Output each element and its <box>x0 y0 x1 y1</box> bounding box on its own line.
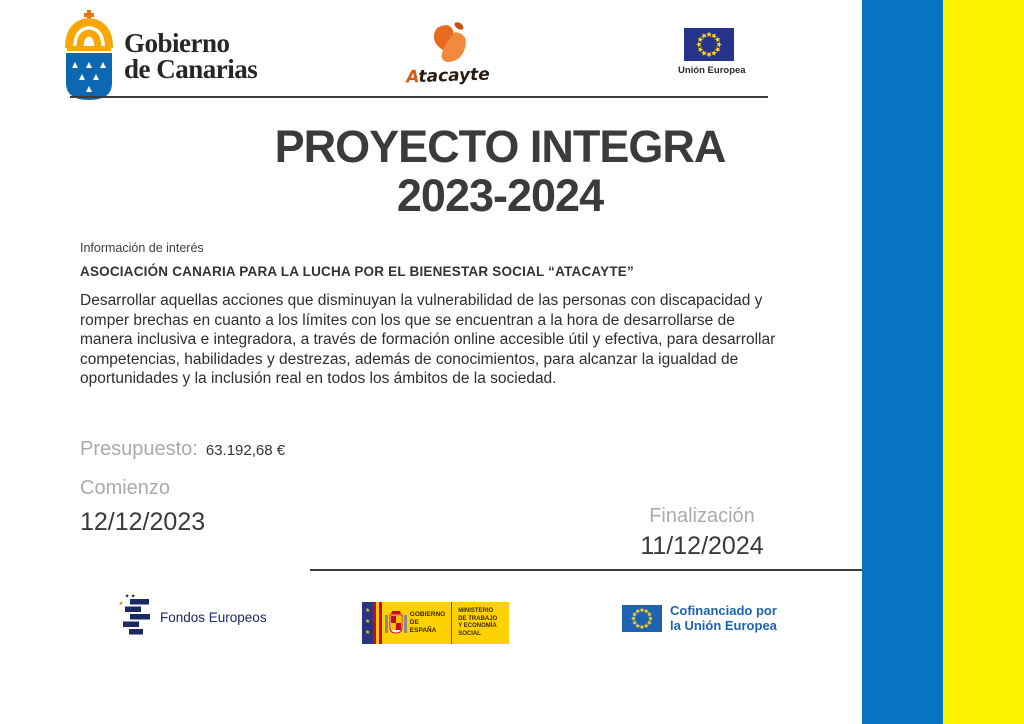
atacayte-fruit-icon <box>419 18 477 68</box>
spain-eu-strip-icon: ★ ★ ★ <box>362 602 373 644</box>
atacayte-logo <box>398 18 498 86</box>
cofinance-label <box>670 603 777 633</box>
budget-value: 63.192,68 € <box>205 442 286 459</box>
spain-ministry-line2: DE TRABAJO <box>458 615 498 622</box>
eu-flag-label: Unión Europea <box>678 65 746 76</box>
canarias-crown-shield-icon <box>62 8 116 100</box>
header-divider-line <box>70 96 768 98</box>
canarias-wordmark-line2: de Canarias <box>124 54 258 84</box>
spain-flag-stripes-icon <box>373 602 383 644</box>
footer-divider-line <box>310 569 862 571</box>
spain-gov-text <box>410 602 452 644</box>
eu-flag-block <box>678 28 746 76</box>
cofinance-eu-flag-icon <box>622 605 662 632</box>
page-title <box>80 122 920 220</box>
spain-ministry-text <box>452 602 509 644</box>
page-title-line2: 2023-2024 <box>396 170 604 221</box>
budget-row <box>80 438 285 461</box>
fondos-europeos-icon <box>116 594 154 640</box>
fondos-europeos-logo <box>116 594 267 640</box>
atacayte-rest: tacayte <box>418 64 491 88</box>
page-title-line1: PROYECTO INTEGRA <box>274 121 726 172</box>
right-stripe-blue <box>862 0 943 724</box>
spain-ministry-line1: MINISTERIO <box>458 608 494 614</box>
end-label: Finalización <box>649 505 755 527</box>
spain-government-logo <box>362 602 509 644</box>
spain-coat-of-arms-icon <box>382 602 410 644</box>
project-description: Desarrollar aquellas acciones que disminuyan la vulnerabilidad de las personas con discapacidad y romper brechas en cuanto a los límites con los que se encuentran a la hora de desarrollarse de manera inclusiva e integradora, a través de formación online accesible útil y efectiva, para desarrollar competencias, habilidades y destrezas, además de conocimientos, para alcanzar la igualdad de oportunidades y la inclusión real en todos los ámbitos de la sociedad. <box>80 292 776 387</box>
end-block <box>622 505 782 561</box>
budget-label: Presupuesto: <box>80 438 198 460</box>
start-label: Comienzo <box>80 477 171 499</box>
cofinance-label-line2: la Unión Europea <box>670 618 777 633</box>
organization-name: ASOCIACIÓN CANARIA PARA LA LUCHA POR EL BIENESTAR SOCIAL “ATACAYTE” <box>80 264 634 279</box>
cofinance-eu-logo <box>622 603 777 633</box>
canarias-wordmark <box>124 30 257 82</box>
spain-gov-line1: GOBIERNO <box>409 611 446 618</box>
cofinance-label-line1: Cofinanciado por <box>670 603 777 618</box>
eu-flag-icon <box>684 28 734 61</box>
spain-ministry-line3: Y ECONOMÍA SOCIAL <box>458 623 497 637</box>
end-date: 11/12/2024 <box>640 532 764 560</box>
right-stripe-yellow <box>943 0 1024 724</box>
fondos-europeos-label: Fondos Europeos <box>160 609 267 625</box>
gobierno-canarias-logo <box>62 8 257 100</box>
atacayte-initial: A <box>405 67 419 88</box>
info-kicker: Información de interés <box>80 241 204 255</box>
spain-gov-line2: DE ESPAÑA <box>409 619 437 634</box>
start-date: 12/12/2023 <box>80 508 206 536</box>
canarias-wordmark-line1: Gobierno <box>124 28 230 58</box>
atacayte-wordmark <box>398 64 499 87</box>
